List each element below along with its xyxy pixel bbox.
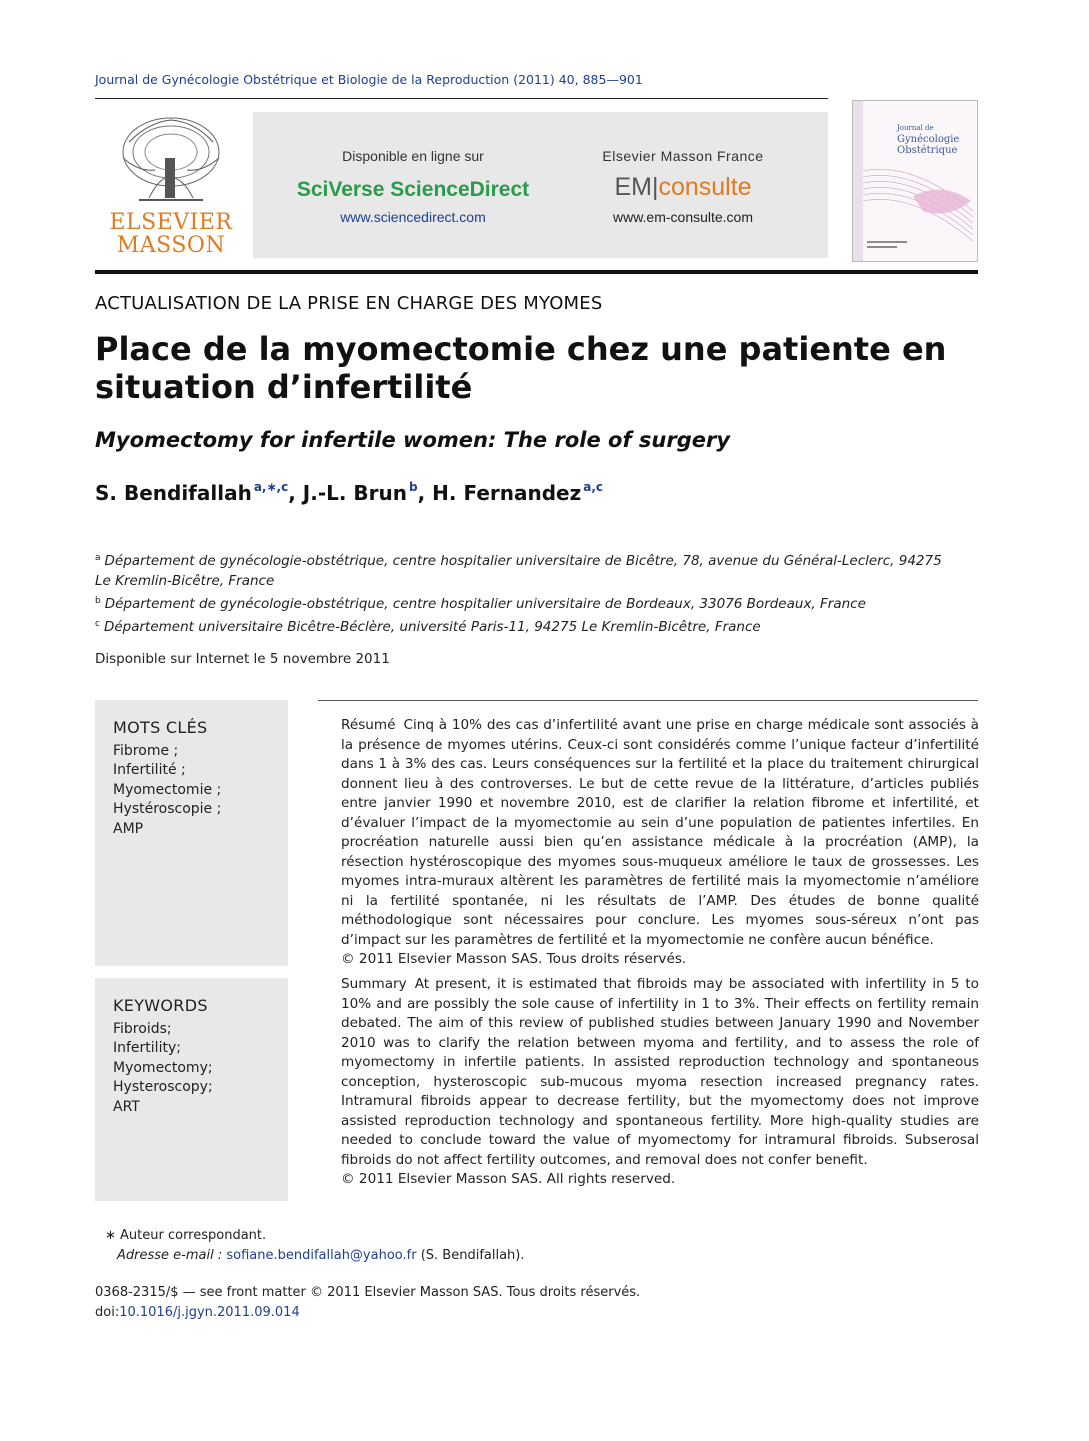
- keywords-fr-box: [95, 700, 288, 966]
- header-rule: [95, 98, 828, 99]
- article-subtitle: Myomectomy for infertile women: The role of surgery: [95, 428, 731, 452]
- masthead: [95, 112, 828, 258]
- elsevier-logo: [95, 112, 247, 258]
- emconsulte-column: [553, 112, 813, 258]
- cover-title-line-3: Obstétrique: [897, 145, 958, 156]
- author-name: H. Fernandez: [432, 481, 582, 505]
- sciencedirect-logo: SciVerse ScienceDirect: [296, 178, 530, 201]
- publisher-label: Elsevier Masson France: [602, 148, 764, 164]
- sciencedirect-link[interactable]: www.sciencedirect.com: [340, 209, 486, 225]
- author-affiliation-mark[interactable]: b: [409, 480, 418, 494]
- author-affiliation-mark[interactable]: a,∗,c: [253, 480, 289, 494]
- masthead-rule: [95, 270, 978, 274]
- sciencedirect-column: [293, 112, 533, 258]
- keywords-en-box: [95, 978, 288, 1201]
- cover-title: [897, 123, 959, 156]
- author-name: S. Bendifallah: [95, 481, 252, 505]
- author-name: J.-L. Brun: [302, 481, 408, 505]
- elsevier-tree-icon: [109, 112, 233, 210]
- author-affiliation-mark[interactable]: a,c: [583, 480, 604, 494]
- keyword-item: Infertility;: [113, 1040, 181, 1056]
- front-matter: [95, 1283, 640, 1323]
- abstract-fr-copyright: © 2011 Elsevier Masson SAS. Tous droits réservés.: [341, 951, 687, 967]
- author-list: [95, 480, 603, 505]
- doi-link[interactable]: 10.1016/j.jgyn.2011.09.014: [119, 1305, 300, 1320]
- keywords-fr-heading: MOTS CLÉS: [113, 718, 208, 737]
- emconsulte-link[interactable]: www.em-consulte.com: [612, 209, 754, 225]
- keyword-item: Myomectomy;: [113, 1059, 213, 1076]
- logo-line-1: ELSEVIER: [109, 210, 233, 235]
- keyword-item: Hysteroscopy;: [113, 1079, 213, 1095]
- cover-title-line-1: Journal de: [897, 124, 934, 132]
- affiliation-text: Département universitaire Bicêtre-Béclère, université Paris-11, 94275 Le Kremlin-Bicêtre, France: [103, 619, 761, 635]
- abstract-en-label: Summary: [341, 976, 407, 992]
- em-logo-separator: |: [651, 173, 659, 201]
- issn-line: 0368-2315/$ — see front matter © 2011 Elsevier Masson SAS. Tous droits réservés.: [95, 1285, 641, 1300]
- keywords-en-heading: KEYWORDS: [113, 996, 208, 1015]
- abstract-en-body: At present, it is estimated that fibroids may be associated with infertility in 5 to 10% and are possibly the sole cause of infertility in 1 to 3%. Their effects on fertility remain debated. The aim of this review of published studies between January 1990 and November 2010 was to clarify the relation between myoma and fertility, and to assess the role of myomectomy in infertile patients. In assisted reproduction technology and spontaneous conception, hysteroscopic sub-mucous myoma resection increased pregnancy rates. Intramural fibroids appear to decrease fertility, but the myomectomy does not improve assisted reproduction technology and spontaneous fertility. More high-quality studies are needed to conclude toward the value of myomectomy for intramural fibroids. Subserosal fibroids do not affect fertility outcomes, and removal does not confer benefit.: [341, 976, 979, 1168]
- author-separator: ,: [417, 481, 433, 505]
- doi-label: doi:: [95, 1305, 120, 1320]
- keyword-item: Fibrome ;: [113, 742, 179, 759]
- keyword-item: AMP: [113, 820, 144, 837]
- abstract-fr-body: Cinq à 10% des cas d’infertilité avant une prise en charge médicale sont associés à la présence de myomes utérins. Ceux-ci sont considérés comme l’unique facteur d’infertilité dans 1 à 3% des cas. Leurs conséquences sur la fertilité et la place du traitement chirurgical donnent lieu à des controverses. Le but de cette revue de la littérature, d’articles publiés entre janvier 1990 et novembre 2010, est de clarifier la relation fibrome et infertilité, et d’évaluer l’impact de la myomectomie au sein d’une population de patientes infertiles. En procréation naturelle aussi bien qu’en assistance médicale à la procréation (AMP), la résection hystéroscopique des myomes sous-muqueux améliore le taux de grossesses. Les myomes intra-muraux altèrent les paramètres de fertilité mais la myomectomie n’améliore ni la fertilité spontanée, ni les résultats de l’AMP. Des études de bonne qualité méthodologique sont nécessaires pour conclure. Les myomes sous-séreux n’ont pas d’impact sur les paramètres de fertilité et la myomectomie ne confère aucun bénéfice.: [341, 717, 979, 948]
- section-label: ACTUALISATION DE LA PRISE EN CHARGE DES MYOMES: [95, 293, 603, 314]
- journal-cover-thumbnail: [852, 100, 978, 262]
- email-link[interactable]: sofiane.bendifallah@yahoo.fr: [226, 1248, 417, 1263]
- availability-banner: [253, 112, 828, 258]
- keyword-item: ART: [113, 1098, 140, 1115]
- keyword-item: Myomectomie ;: [113, 781, 222, 798]
- affiliations: [95, 548, 955, 637]
- keyword-item: Hystéroscopie ;: [113, 801, 222, 817]
- abstract-rule: [318, 700, 978, 701]
- cover-title-line-2: Gynécologie: [897, 134, 960, 145]
- abstract-en: [341, 975, 979, 1190]
- logo-line-2: MASSON: [116, 233, 226, 258]
- em-logo-part2: consulte: [658, 173, 752, 201]
- keyword-item: Infertilité ;: [113, 762, 186, 778]
- affiliation-mark: b: [95, 596, 101, 606]
- doi-line: [95, 1303, 640, 1323]
- affiliation-item: [95, 614, 955, 637]
- journal-reference[interactable]: Journal de Gynécologie Obstétrique et Biologie de la Reproduction (2011) 40, 885—901: [95, 72, 643, 87]
- online-label: Disponible en ligne sur: [342, 148, 484, 164]
- author-separator: ,: [288, 481, 303, 505]
- affiliation-mark: c: [95, 619, 100, 629]
- abstract-en-copyright: © 2011 Elsevier Masson SAS. All rights reserved.: [341, 1171, 676, 1187]
- keyword-item: Fibroids;: [113, 1020, 172, 1037]
- online-date: Disponible sur Internet le 5 novembre 2011: [95, 651, 390, 667]
- affiliation-text: Département de gynécologie-obstétrique, centre hospitalier universitaire de Bordeaux, 33076 Bordeaux, France: [104, 596, 866, 612]
- affiliation-item: [95, 548, 955, 591]
- email-line: [105, 1246, 525, 1266]
- abstract-fr-label: Résumé: [341, 717, 396, 733]
- affiliation-mark: a: [95, 553, 101, 563]
- emconsulte-logo: [553, 173, 813, 202]
- em-logo-part1: EM: [614, 173, 652, 201]
- affiliation-item: [95, 591, 955, 614]
- email-label: Adresse e-mail :: [117, 1248, 223, 1263]
- affiliation-text: Département de gynécologie-obstétrique, centre hospitalier universitaire de Bicêtre, 78, avenue du Général-Leclerc, 94275 Le Kremlin-Bicêtre, France: [95, 553, 942, 589]
- email-owner: (S. Bendifallah).: [420, 1248, 525, 1263]
- abstract-fr: [341, 716, 979, 970]
- correspondence-note: [105, 1226, 525, 1266]
- corresponding-author-note: ∗ Auteur correspondant.: [105, 1228, 267, 1243]
- article-title: Place de la myomectomie chez une patiente en situation d’infertilité: [95, 330, 947, 406]
